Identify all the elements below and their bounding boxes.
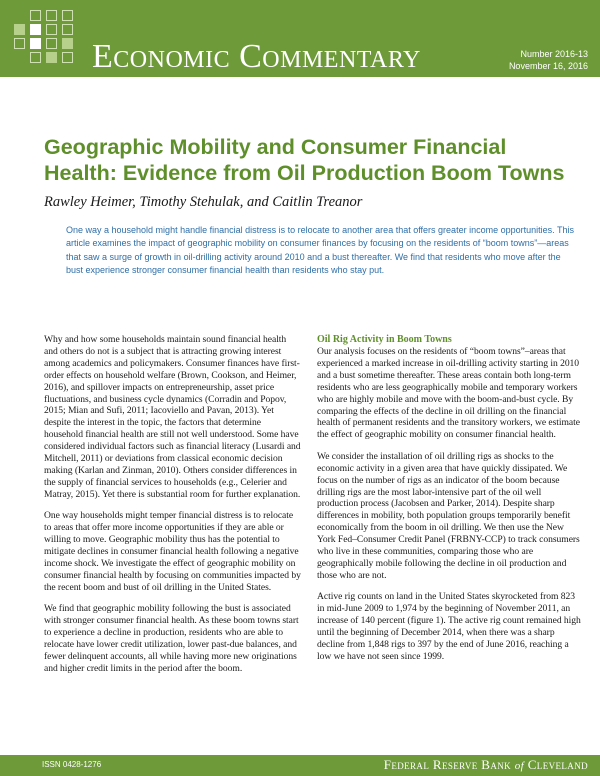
body-paragraph: Why and how some households maintain sound financial health and others do not is a subject that is attracting growing interest among academics and policymakers. Consumer finances have first-order effects on household welfare (Brown, Cookson, and Heimer, 2016), and spillover impacts on entrepreneurship, asset price fluctuations, and business cycle dynamics (Corradin and Popov, 2015; Mian and Sufi, 2011; Iacoviello and Pavan, 2013). Yet despite the interest in the topic, the factors that determine household financial health are still not well understood. Some have considered individual factors such as financial literacy (Lusardi and Mitchell, 2011) or deviations from classical economic decision making (Karlan and Zinman, 2010). Others consider differences in the supply of financial services to households (e.g., Celerier and Matray, 2015). Yet there is substantial room for further explanation. — [44, 334, 301, 500]
issue-date: November 16, 2016 — [508, 61, 588, 71]
issue-info — [509, 48, 588, 72]
footer-band — [0, 755, 600, 776]
bank-name-city: Cleveland — [527, 757, 588, 772]
article-abstract: One way a household might handle financial distress is to relocate to another area that offers greater income opportunities. This article examines the impact of geographic mobility on consumer finances by focusing on the residents of “boom towns”—areas that saw a surge of growth in oil-drilling activity around 2010 and a bust thereafter. We find that residents who move after the bust experience stronger consumer financial health than residents who stay put. — [66, 225, 574, 276]
body-paragraph: Our analysis focuses on the residents of “boom towns”–areas that experienced a marked increase in oil-drilling activity starting in 2010 and a bust sometime thereafter. These areas contain both long-term residents who are less geographically mobile and temporary workers who are highly mobile and move with the boom-and-bust cycle. By comparing the effects of the decline in oil drilling on the financial health of permanent residents and the transitory workers, we estimate the effect of geographic mobility on consumer financial health. — [317, 346, 580, 441]
article-authors: Rawley Heimer, Timothy Stehulak, and Caitlin Treanor — [44, 194, 363, 210]
bank-name-prefix: Federal Reserve Bank — [383, 757, 512, 772]
body-paragraph: We find that geographic mobility following the bust is associated with stronger consumer financial health. As these boom towns start to experience a decline in production, residents who are able to relocate have lower credit utilization, lower past-due balances, and fewer delinquent accounts, all while having more new originations and higher credit limits in the period after the boom. — [44, 603, 299, 674]
logo-squares-icon — [14, 10, 98, 64]
body-paragraph: Active rig counts on land in the United States skyrocketed from 823 in mid-June 2009 to 1,974 by the beginning of November 2011, an increase of 140 percent (figure 1). The active rig count remained high until the beginning of December 2014, when there was a sharp decline from 1,848 rigs to 397 by the end of June 2016, reaching a low we have not seen since 1999. — [317, 591, 581, 662]
issn-number: ISSN 0428-1276 — [42, 760, 102, 769]
section-heading: Oil Rig Activity in Boom Towns — [317, 334, 452, 345]
issue-number: Number 2016-13 — [520, 49, 588, 59]
publisher-name — [384, 757, 588, 773]
body-paragraph: One way households might temper financial distress is to relocate to areas that offer more income opportunities if they are able or willing to move. Geographic mobility thus has the potential to mitigate declines in consumer financial health following a negative income shock. We investigate the effect of geographic mobility on consumer financial health by focusing on communities impacted by the recent boom and bust of oil drilling in the United States. — [44, 510, 301, 593]
body-paragraph: We consider the installation of oil drilling rigs as shocks to the economic activity in a given area that have quickly dissipated. We focus on the number of rigs as an indicator of the boom because drilling rigs are the most labor-intensive part of the oil well production process (Jacobsen and Parker, 2014). Despite sharp differences in mobility, both population groups temporarily benefit economically from the boom in oil drilling. We then use the New York Fed–Consumer Credit Panel (FRBNY-CCP) to track consumers who live in these communities, comparing those who are geographically mobile following the decline in oil production and those who are not. — [317, 450, 580, 581]
masthead-title: Economic Commentary — [92, 38, 421, 75]
left-column — [44, 334, 301, 684]
masthead-band — [0, 0, 600, 77]
bank-name-of: of — [514, 760, 525, 772]
right-column — [317, 334, 583, 672]
article-title: Geographic Mobility and Consumer Financial Health: Evidence from Oil Production Boom Towns — [44, 135, 565, 185]
